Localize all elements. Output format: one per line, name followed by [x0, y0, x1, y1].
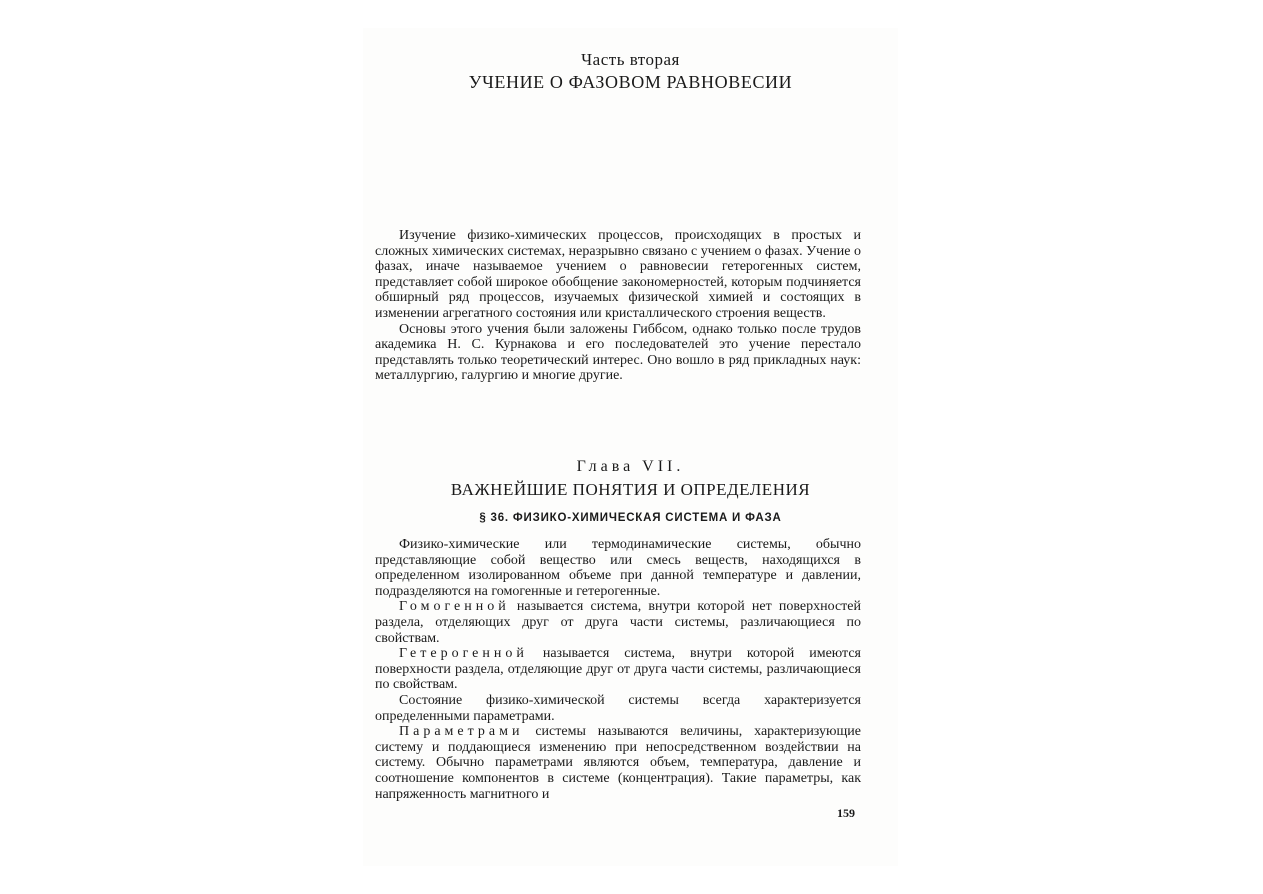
intro-paragraph-2: Основы этого учения были заложены Гиббсом, однако только после трудов академика Н. С. Курнакова и его последователей это учение перестало представлять только теоретический интерес. Оно вошло в ряд прикладных наук: металлургию, галургию и многие другие. [375, 321, 861, 384]
term-heterogeneous: Гетерогенной [399, 646, 528, 662]
term-homogeneous: Гомогенной [399, 599, 510, 615]
body-paragraph-3 [375, 646, 861, 693]
body-paragraph-4: Состояние физико-химической системы всегда характеризуется определенными параметрами. [375, 692, 861, 724]
body-paragraph-2-text: называется система, внутри которой нет поверхностей раздела, отделяющих друг от друга части системы, различающиеся по свойствам. [375, 599, 861, 646]
body-paragraph-5-text: системы называются величины, характеризующие систему и поддающиеся изменению при непосредственном воздействии на систему. Обычно параметрами являются объем, температура, давление и соотношение компонентов в системе (концентрация). Такие параметры, как напряженность магнитного и [375, 724, 861, 802]
part-label: Часть вторая [581, 50, 680, 69]
chapter-label: Глава VII. [576, 458, 685, 475]
page-number: 159 [837, 806, 855, 820]
section-title: § 36. ФИЗИКО-ХИМИЧЕСКАЯ СИСТЕМА И ФАЗА [479, 512, 782, 524]
body-paragraph-1: Физико-химические или термодинамические системы, обычно представляющие собой вещество или смесь веществ, находящихся в определенном изолированном объеме при данной температуре и давлении, подразделяются на гомогенные и гетерогенные. [375, 537, 861, 599]
section-body [375, 537, 861, 802]
body-paragraph-3-text: называется система, внутри которой имеются поверхности раздела, отделяющие друг от друга части системы, различающиеся по свойствам. [375, 646, 861, 693]
term-parameters: Параметрами [399, 724, 524, 740]
book-page [363, 28, 898, 866]
intro-paragraph-1: Изучение физико-химических процессов, происходящих в простых и сложных химических системах, неразрывно связано с учением о фазах. Учение о фазах, иначе называемое учением о равновесии гетерогенных систем, представляет собой широкое обобщение закономерностей, которым подчиняется обширный ряд процессов, изучаемых физической химией и состоящих в изменении агрегатного состояния или кристаллического строения веществ. [375, 228, 861, 321]
intro-text [375, 228, 861, 384]
body-paragraph-5 [375, 724, 861, 802]
chapter-title: ВАЖНЕЙШИЕ ПОНЯТИЯ И ОПРЕДЕЛЕНИЯ [450, 480, 811, 499]
body-paragraph-2 [375, 599, 861, 646]
part-title: УЧЕНИЕ О ФАЗОВОМ РАВНОВЕСИИ [468, 72, 793, 92]
